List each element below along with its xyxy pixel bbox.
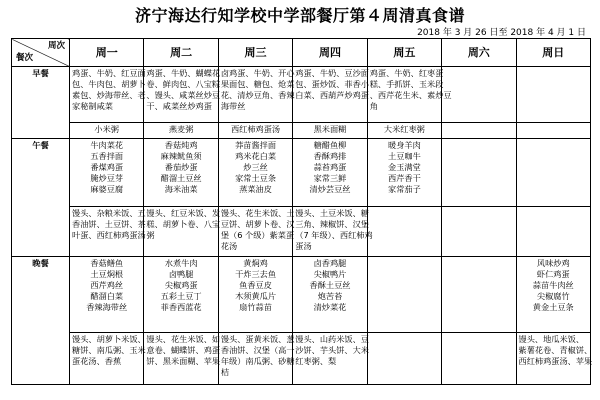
cell-line: 干、咸菜丝炒鸡蛋	[146, 101, 212, 111]
dinner-staple-cell	[70, 333, 144, 385]
breakfast-porridge-row	[12, 123, 591, 139]
cell-line: 桔	[220, 367, 230, 377]
breakfast-porridge-cell	[516, 123, 590, 139]
meal-label-lunch: 午餐	[12, 139, 70, 257]
lunch-dishes-cell	[218, 139, 292, 207]
lunch-staple-cell	[293, 207, 373, 257]
cell-line: （7 年级）、西红柿鸡	[295, 230, 373, 240]
cell-line: 清炒芸豆丝	[309, 184, 351, 194]
cell-line: 花汤	[220, 241, 238, 251]
cell-line: 清炒菜花	[313, 302, 347, 312]
dinner-staple-cell	[367, 333, 441, 385]
corner-cell	[12, 39, 70, 67]
cell-line: 鸡米花白菜	[235, 151, 277, 161]
cell-line: 虾仁鸡蛋	[536, 269, 570, 279]
cell-line: 西芹鸡丝	[90, 280, 124, 290]
cell-line: 醋溜白菜	[90, 291, 124, 301]
dinner-dishes-cell	[144, 257, 218, 333]
dinner-dishes-cell	[367, 257, 441, 333]
cell-line: 海米油菜	[164, 184, 198, 194]
cell-line: 黄焖鸡	[243, 258, 268, 268]
cell-line: 香酥鸡排	[313, 151, 347, 161]
cell-line: 饼、黑米面糊、苹果	[146, 356, 221, 366]
cell-line: 菲香西蓝花	[160, 302, 202, 312]
breakfast-main-cell	[144, 67, 221, 123]
cell-line: 包、牛肉包、胡萝卜	[72, 79, 146, 89]
cell-line: 卤香鸡腿	[313, 258, 347, 268]
cell-line: 糕、胡萝卜卷、八宝	[146, 219, 221, 229]
cell-line: 香油饼、土豆饼、茶	[72, 219, 146, 229]
cell-line: 素包、炒海带丝、老	[72, 90, 146, 100]
cell-line: 香辣海带丝	[86, 302, 128, 312]
cell-line: 香菇炖鸡	[164, 140, 198, 150]
cell-line: 醋溜土豆丝	[160, 173, 202, 183]
cell-line: 馒头、蛋黄米饭、葱	[220, 334, 295, 344]
cell-line: 糕、手抓饼、玉米段	[369, 79, 444, 89]
cell-line: 暖身羊肉	[388, 140, 421, 150]
cell-line: 木须黄瓜片	[235, 291, 277, 301]
cell-line: 家常茄子	[388, 184, 421, 194]
lunch-dishes-cell	[293, 139, 367, 207]
lunch-dishes-cell	[70, 139, 144, 207]
day-header-mon: 周一	[70, 39, 144, 67]
cell-line: 番茄炒蛋	[164, 162, 198, 172]
cell-line: 五香拌面	[90, 151, 124, 161]
dinner-staple-cell	[442, 333, 516, 385]
lunch-staple-cell	[70, 207, 144, 257]
cell-line: 尖椒鸡蛋	[164, 280, 198, 290]
day-header-fri: 周五	[367, 39, 441, 67]
cell-line: 鱼香豆皮	[239, 280, 272, 290]
cell-line: 馒头、红豆米饭、发	[146, 208, 221, 218]
cell-line: 家常土豆条	[235, 173, 277, 183]
corner-top-label: 周次	[47, 41, 65, 51]
lunch-staple-row	[12, 207, 591, 257]
lunch-staple-cell	[516, 207, 590, 257]
cell-line: 馒头、花生米饭、如	[146, 334, 221, 344]
day-header-sat: 周六	[442, 39, 516, 67]
cell-line: 水煮牛肉	[164, 258, 198, 268]
meal-label-breakfast: 早餐	[12, 67, 70, 139]
cell-line: 家秘制咸菜	[72, 101, 113, 111]
cell-line: 紫薯花卷、青椒饼、	[518, 345, 593, 355]
cell-line: 香油饼、汉堡（高一	[220, 345, 295, 355]
cell-line: 香菇鳝鱼	[90, 258, 124, 268]
cell-line: 海带丝	[220, 101, 246, 111]
lunch-dishes-row	[12, 139, 591, 207]
cell-line: 馒头、山药米饭、豆	[295, 334, 369, 344]
lunch-staple-cell	[442, 207, 516, 257]
cell-line: 三角、辣椒饼、汉堡	[295, 219, 369, 229]
breakfast-porridge-cell: 西红柿鸡蛋汤	[218, 123, 292, 139]
cell-line: 莽苗酱拌面	[235, 140, 277, 150]
cell-line: 馒头、杂粮米饭、五	[72, 208, 146, 218]
cell-line: 卤鸭腿	[168, 269, 194, 279]
breakfast-porridge-cell	[442, 123, 516, 139]
cell-line: 角	[369, 101, 378, 111]
cell-line: 干炸三去鱼	[235, 269, 277, 279]
cell-line: 糖饼、南瓜粥、玉米	[72, 345, 146, 355]
cell-line: 、西芹花生米、素炒豆	[369, 90, 452, 100]
day-header-sun: 周日	[516, 39, 590, 67]
cell-line: 番煤鸡蛋	[90, 162, 124, 172]
dinner-dishes-row	[12, 257, 591, 333]
cell-line: 馒头、土豆米饭、糖	[295, 208, 369, 218]
cell-line: 西红柿鸡蛋汤、苹果	[518, 356, 593, 366]
dinner-dishes-cell	[442, 257, 516, 333]
dinner-staple-cell	[293, 333, 367, 385]
cell-line: 蒸菜油皮	[239, 184, 272, 194]
cell-line: 馒头、花生米饭、土	[220, 208, 295, 218]
cell-line: 扇竹蒜苗	[239, 302, 272, 312]
cell-line: 蛋汤	[295, 241, 312, 251]
dinner-dishes-cell	[70, 257, 144, 333]
cell-line: 红枣粥、梨	[295, 356, 337, 366]
cell-line: 西芹香干	[388, 173, 421, 183]
lunch-dishes-cell	[516, 139, 590, 207]
cell-line	[295, 101, 364, 112]
cell-line: 意卷、蝴蝶饼、鸡蛋	[146, 345, 221, 355]
cell-line: 蛋花汤、香蕉	[72, 356, 122, 366]
dinner-dishes-cell	[516, 257, 590, 333]
breakfast-main-row	[12, 67, 591, 123]
dinner-staple-cell	[144, 333, 221, 385]
cell-line: 粥	[146, 230, 155, 240]
cell-line: 白菜、西葫芦炒鸡蛋	[295, 90, 369, 100]
cell-line: 家常三鲜	[313, 173, 347, 183]
breakfast-main-cell	[70, 67, 144, 123]
cell-line: 麻辣鱿鱼须	[160, 151, 202, 161]
lunch-staple-cell	[144, 207, 221, 257]
cell-line: 鸡蛋、牛奶、豆沙面	[295, 68, 369, 78]
menu-table	[11, 38, 591, 385]
cell-line: 年级）南瓜粥、砂糖	[220, 356, 295, 366]
cell-line: 尖椒腐竹	[536, 291, 570, 301]
cell-line: 鸡蛋、牛奶、红豆面	[72, 68, 146, 78]
cell-line: 卤鸡蛋、牛奶、开心	[220, 68, 295, 78]
breakfast-main-cell	[218, 67, 295, 123]
lunch-dishes-cell	[367, 139, 441, 207]
dinner-dishes-cell	[218, 257, 292, 333]
breakfast-porridge-cell: 黑米面糊	[293, 123, 367, 139]
cell-line: 堡（6 个级）紫菜蛋	[220, 230, 295, 240]
cell-line: 卷、鲜肉包、八宝粽	[146, 79, 221, 89]
cell-line: 金玉满堂	[388, 162, 421, 172]
meal-label-dinner: 晚餐	[12, 257, 70, 385]
cell-line: 馒头、地瓜米饭、	[518, 334, 585, 344]
day-header-wed: 周三	[218, 39, 292, 67]
breakfast-porridge-cell: 燕麦粥	[144, 123, 218, 139]
breakfast-main-cell	[516, 67, 590, 123]
cell-line: 、馒头、咸菜丝炒豆	[146, 90, 221, 100]
cell-line: 土豆咖牛	[388, 151, 421, 161]
cell-line: 尖椒鸭片	[313, 269, 347, 279]
dinner-staple-cell	[516, 333, 593, 385]
lunch-dishes-cell	[442, 139, 516, 207]
cell-line: 鸡蛋、牛奶、蝴蝶花	[146, 68, 221, 78]
cell-line: 麻婆豆腐	[90, 184, 124, 194]
lunch-staple-cell	[218, 207, 295, 257]
page-title: 济宁海达行知学校中学部餐厅第４周清真食谱	[134, 6, 465, 25]
breakfast-main-cell	[442, 67, 516, 123]
dinner-staple-row	[12, 333, 591, 385]
cell-line: 叶蛋、西红柿鸡蛋汤	[72, 230, 146, 240]
cell-line: 馒头、胡萝卜米饭、	[72, 334, 146, 344]
cell-line: 炮苦苔	[317, 291, 343, 301]
breakfast-porridge-cell: 小米粥	[70, 123, 144, 139]
cell-line: 土豆焖根	[90, 269, 124, 279]
cell-line: 腌炒豆芽	[90, 173, 124, 183]
cell-line: 包、蛋炒饭、菲香小	[295, 79, 369, 89]
date-range: 2018 年 3 月 26 日至 2018 年 4 月 1 日	[417, 28, 586, 38]
cell-line: 香酥土豆丝	[309, 280, 351, 290]
cell-line: 沙饼、芋头饼、大米	[295, 345, 369, 355]
corner-bottom-label: 餐次	[16, 53, 34, 63]
lunch-staple-cell	[367, 207, 441, 257]
cell-line: 鸡蛋、牛奶、红枣蛋	[369, 68, 444, 78]
cell-line: 果面包、糖包、炝菜	[220, 79, 295, 89]
cell-line: 炒三丝	[243, 162, 268, 172]
cell-line: 蒜苗牛肉丝	[532, 280, 574, 290]
cell-line: 豆饼、胡萝卜卷、汉	[220, 219, 295, 229]
day-header-tue: 周二	[144, 39, 218, 67]
breakfast-porridge-cell: 大米红枣粥	[367, 123, 441, 139]
breakfast-main-cell	[293, 67, 367, 123]
cell-line: 黄金土豆条	[532, 302, 574, 312]
breakfast-main-cell	[367, 67, 452, 123]
dinner-staple-cell	[218, 333, 295, 385]
cell-line: 牛肉菜花	[90, 140, 124, 150]
day-header-thu: 周四	[293, 39, 367, 67]
cell-line: 五彩土豆丁	[160, 291, 202, 301]
lunch-dishes-cell	[144, 139, 218, 207]
header-row	[12, 39, 591, 67]
cell-line: 风味炒鸡	[536, 258, 570, 268]
cell-line: 糖醋鱼柳	[313, 140, 347, 150]
cell-line: 花、清炒豆角、香辣	[220, 90, 295, 100]
cell-line: 蒜苔鸡蛋	[313, 162, 347, 172]
dinner-dishes-cell	[293, 257, 367, 333]
